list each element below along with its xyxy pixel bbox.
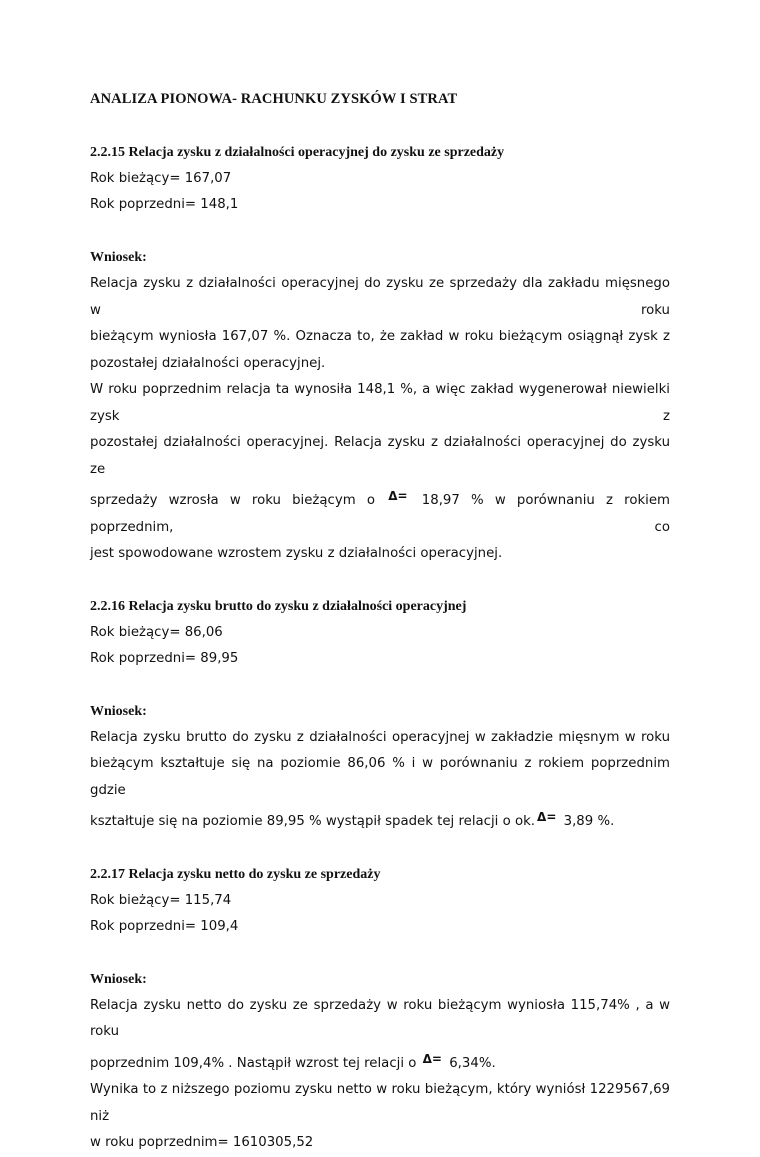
section-2-2-16 [90, 594, 670, 836]
text-line: Relacja zysku netto do zysku ze sprzedaży w roku bieżącym wyniosła 115,74% , a w roku [90, 997, 670, 1039]
previous-year-value: Rok poprzedni= 148,1 [90, 197, 239, 212]
conclusion-text [90, 271, 670, 568]
section-heading: 2.2.15 Relacja zysku z działalności operacyjnej do zysku ze sprzedaży [90, 145, 505, 160]
section-2-2-17 [90, 862, 670, 1157]
text-line: jest spowodowane wzrostem zysku z działalności operacyjnej. [90, 546, 503, 561]
text-fragment: 3,89 %. [563, 814, 615, 829]
document-page [90, 86, 670, 1157]
section-2-2-15 [90, 140, 670, 568]
previous-year-value: Rok poprzedni= 109,4 [90, 918, 239, 934]
text-line: w roku poprzednim= 1610305,52 [90, 1135, 314, 1150]
current-year-value: Rok bieżący= 115,74 [90, 892, 232, 908]
text-line [90, 804, 670, 836]
previous-year-value: Rok poprzedni= 89,95 [90, 650, 239, 666]
section-heading: 2.2.17 Relacja zysku netto do zysku ze sprzedaży [90, 866, 381, 882]
delta-symbol: Δ= [388, 489, 408, 503]
conclusion-label: Wniosek: [90, 971, 147, 987]
text-fragment: 18,97 % w porównaniu z rokiem poprzednim, co [90, 493, 671, 535]
conclusion-text [90, 725, 670, 836]
text-line: Relacja zysku z działalności operacyjnej do zysku ze sprzedaży dla zakładu mięsnego w roku [90, 276, 670, 318]
text-line: bieżącym kształtuje się na poziomie 86,06 % i w porównaniu z rokiem poprzednim gdzie [90, 756, 670, 798]
current-year-value: Rok bieżący= 167,07 [90, 171, 232, 186]
text-line: bieżącym wyniosła 167,07 %. Oznacza to, że zakład w roku bieżącym osiągnął zysk z [90, 329, 670, 344]
text-fragment: 6,34%. [449, 1055, 496, 1071]
document-title: ANALIZA PIONOWA- RACHUNKU ZYSKÓW I STRAT [90, 91, 458, 107]
text-fragment: poprzednim 109,4% . Nastąpił wzrost tej relacji o [90, 1055, 417, 1071]
text-line: pozostałej działalności operacyjnej. Relacja zysku z działalności operacyjnej do zysku ze [90, 435, 670, 477]
text-line: Wynika to z niższego poziomu zysku netto w roku bieżącym, który wyniósł 1229567,69 niż [90, 1082, 670, 1124]
delta-symbol: Δ= [422, 1051, 442, 1066]
section-heading: 2.2.16 Relacja zysku brutto do zysku z działalności operacyjnej [90, 598, 467, 614]
current-year-value: Rok bieżący= 86,06 [90, 624, 223, 640]
text-fragment: kształtuje się na poziomie 89,95 % wystąpił spadek tej relacji o ok. [90, 814, 536, 829]
text-line: W roku poprzednim relacja ta wynosiła 148,1 %, a więc zakład wygenerował niewielki zysk z [90, 382, 670, 424]
text-line [90, 1046, 670, 1078]
text-line: Relacja zysku brutto do zysku z działalności operacyjnej w zakładzie mięsnym w roku [90, 729, 670, 745]
text-fragment: sprzedaży wzrosła w roku bieżącym o [90, 493, 376, 508]
conclusion-label: Wniosek: [90, 703, 147, 719]
text-line [90, 483, 670, 541]
delta-symbol: Δ= [537, 810, 557, 824]
text-line: pozostałej działalności operacyjnej. [90, 355, 326, 371]
conclusion-label: Wniosek: [90, 250, 147, 265]
